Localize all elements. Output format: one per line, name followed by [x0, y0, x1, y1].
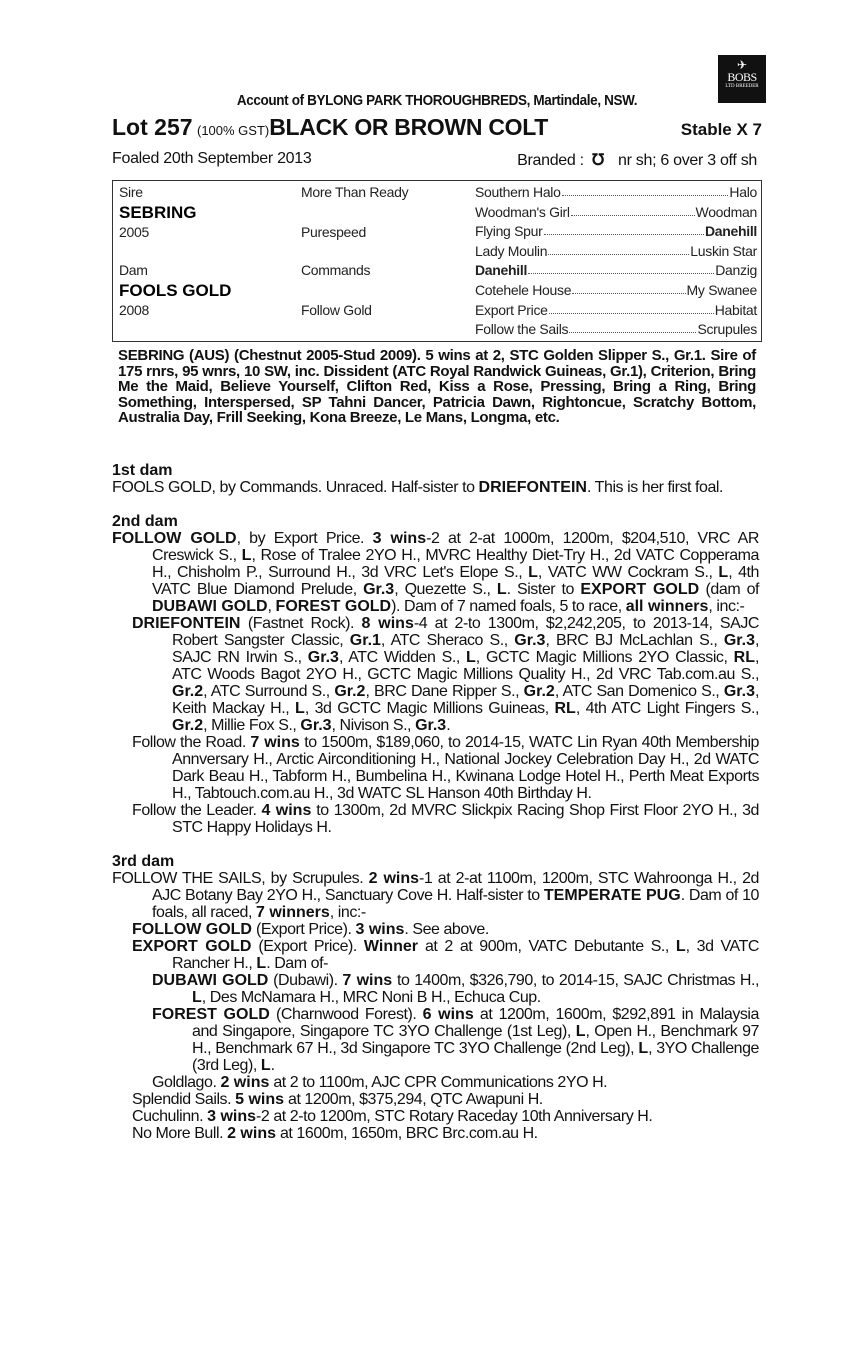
bold-text: L	[241, 547, 252, 564]
dam-name: FOOLS GOLD	[119, 281, 232, 300]
progeny-entry	[152, 1006, 759, 1074]
bold-text: L	[260, 1057, 271, 1074]
horse-rider-logo-icon: ✈	[736, 58, 748, 72]
text: (Fastnet Rock).	[240, 615, 362, 632]
sire-name: SEBRING	[119, 203, 197, 222]
text: at 1200m, 1600m, $292,891 in Malaysia and Singapore, Singapore TC 3YO Challenge (1st Leg),	[192, 1006, 759, 1040]
grandsire: More Than Ready	[301, 184, 409, 200]
text: (Dubawi).	[268, 972, 343, 989]
bold-text: DUBAWI GOLD	[152, 972, 269, 989]
text: to 1300m, 2d MVRC Slickpix Racing Shop First Floor 2YO H., 3d STC Happy Holidays H.	[172, 802, 760, 836]
text: , ATC Surround S.,	[203, 683, 335, 700]
text: . See above.	[404, 921, 489, 938]
text: at 2 at 900m, VATC Debutante S.,	[417, 938, 676, 955]
sire-label: Sire	[119, 184, 143, 200]
text: . This is her first foal.	[586, 479, 724, 496]
text: (Charnwood Forest).	[269, 1006, 423, 1023]
progeny-entry	[132, 1125, 759, 1142]
bold-text: L	[192, 989, 202, 1006]
progeny-entry	[132, 615, 760, 734]
text: -2 at 2-at 1000m, 1200m, $204,510, VRC AR Creswick S.,	[152, 530, 760, 564]
leader-dots	[528, 262, 714, 274]
dam-section	[112, 462, 759, 496]
bold-text: Winner	[363, 938, 418, 955]
text: , 3d VATC Rancher H.,	[172, 938, 760, 972]
stable-number: Stable X 7	[680, 120, 762, 139]
lot-number: Lot 257	[112, 114, 193, 140]
bold-text: Gr.1	[349, 632, 381, 649]
text: , VATC WW Cockram S.,	[537, 564, 719, 581]
bold-text: Gr.2	[172, 717, 204, 734]
bold-text: EXPORT GOLD	[580, 581, 700, 598]
branded-label: Branded :	[517, 152, 584, 169]
bold-text: TEMPERATE PUG	[543, 887, 681, 904]
bold-text: FOREST GOLD	[152, 1006, 270, 1023]
ancestor-name: Southern Halo	[475, 184, 561, 200]
leader-dots	[548, 243, 689, 255]
bold-text: L	[466, 649, 476, 666]
bold-text: Gr.3	[723, 683, 755, 700]
text: at 2 to 1100m, AJC CPR Communications 2YO H.	[269, 1074, 608, 1091]
lot-title: BLACK OR BROWN COLT	[269, 114, 549, 140]
bold-text: L	[675, 938, 686, 955]
branded-text: nr sh; 6 over 3 off sh	[618, 152, 757, 169]
leader-dots	[571, 204, 695, 216]
lot-heading	[112, 114, 762, 141]
ancestor-sire: Halo	[729, 184, 757, 200]
text: (dam of	[699, 581, 760, 598]
text: Goldlago.	[152, 1074, 221, 1091]
text: , Rose of Tralee 2YO H., MVRC Healthy Diet-Try H., 2d VATC Copperama H., Chisholm P., Surround H., 3d VRC Let's Elope S.,	[152, 547, 759, 581]
ancestor-sire: Woodman	[695, 203, 757, 220]
text: , Millie Fox S.,	[203, 717, 301, 734]
logo-text: BOBS	[727, 70, 757, 84]
dam-label: Dam	[119, 262, 148, 278]
bold-text: L	[295, 700, 305, 717]
bold-text: 6 wins	[422, 1006, 474, 1023]
great-grandparent-row	[475, 223, 757, 239]
bold-text: DUBAWI GOLD	[152, 598, 268, 615]
bold-text: Gr.3	[723, 632, 755, 649]
leader-dots	[544, 223, 704, 235]
text: , SAJC RN Irwin S.,	[172, 632, 759, 666]
bold-text: Gr.3	[307, 649, 339, 666]
bold-text: Gr.2	[523, 683, 555, 700]
text: at 1600m, 1650m, BRC Brc.com.au H.	[275, 1125, 538, 1142]
ancestor-name: Export Price	[475, 301, 548, 318]
text: , Des McNamara H., MRC Noni B H., Echuca Cup.	[201, 989, 541, 1006]
bold-text: 2 wins	[220, 1074, 270, 1091]
branded-info	[517, 150, 757, 170]
text: , 4th ATC Light Fingers S.,	[575, 700, 759, 717]
ancestor-sire: Danzig	[715, 262, 757, 279]
text: to 1400m, $326,790, to 2014-15, SAJC Christmas H.,	[392, 972, 760, 989]
text: , BRC Dane Ripper S.,	[365, 683, 524, 700]
progeny-entry	[132, 1091, 759, 1108]
bold-text: L	[638, 1040, 649, 1057]
text: , ATC Sheraco S.,	[380, 632, 515, 649]
ancestor-name: Danehill	[475, 262, 528, 279]
progeny-entry	[132, 1108, 759, 1125]
bold-text: RL	[733, 649, 755, 666]
text: (Export Price).	[251, 921, 356, 938]
ancestor-sire: Habitat	[714, 301, 757, 318]
bold-text: DRIEFONTEIN	[132, 615, 241, 632]
text: , Keith Mackay H.,	[172, 683, 759, 717]
text: , by Export Price.	[236, 530, 373, 547]
ancestor-name: Cotehele House	[475, 282, 572, 298]
great-grandparent-row	[475, 321, 757, 337]
text: ). Dam of 7 named foals, 5 to race,	[391, 598, 626, 615]
ancestor-sire: My Swanee	[686, 282, 757, 298]
sire-year: 2005	[119, 224, 149, 240]
bold-text: 5 wins	[235, 1091, 284, 1108]
text: . Sister to	[506, 581, 581, 598]
great-grandparent-row	[475, 302, 757, 318]
bold-text: 2 wins	[368, 870, 420, 887]
progeny-entry	[132, 921, 759, 938]
text: Cuchulinn.	[132, 1108, 208, 1125]
great-grandparent-row	[475, 282, 757, 298]
section-heading: 1st dam	[112, 462, 173, 479]
great-grandparent-row	[475, 243, 757, 259]
ancestor-sire: Danehill	[704, 223, 757, 240]
text: , 3d GCTC Magic Millions Guineas,	[304, 700, 555, 717]
dam-section	[112, 513, 759, 836]
text: Splendid Sails.	[132, 1091, 236, 1108]
dam-section	[112, 853, 759, 1142]
dam-year: 2008	[119, 302, 149, 318]
vendor-account: Account of BYLONG PARK THOROUGHBREDS, Martindale, NSW.	[236, 92, 638, 109]
text: , ATC Woods Bagot 2YO H., GCTC Magic Millions Quality H., 2d VRC Tab.com.au S.,	[172, 649, 759, 683]
bold-text: FOLLOW GOLD	[132, 921, 252, 938]
gst-note: (100% GST)	[196, 123, 270, 138]
horseshoe-brand-icon: ℧	[591, 152, 604, 169]
sire-summary: SEBRING (AUS) (Chestnut 2005-Stud 2009). 5 wins at 2, STC Golden Slipper S., Gr.1. Sire of 175 rnrs, 95 wnrs, 10 SW, inc. Dissident (ATC Royal Randwick Guineas, Gr.1), Criterion, Bring Me the Maid, Believe Yourself, Clifton Red, Kiss a Rose, Pressing, Bring a Ring, Bring Something, Interspersed, SP Tahni Dancer, Patricia Dawn, Rightoncue, Scratchy Bottom, Australia Day, Frill Seeking, Kona Breeze, Le Mans, Longma, etc.	[118, 347, 756, 427]
bold-text: RL	[554, 700, 576, 717]
bold-text: L	[718, 564, 729, 581]
granddam: Purespeed	[301, 224, 367, 240]
progeny-entry	[112, 479, 759, 496]
ancestor-name: Follow the Sails	[475, 321, 569, 338]
text: -2 at 2-to 1200m, STC Rotary Raceday 10th Anniversary H.	[256, 1108, 653, 1125]
bold-text: L	[496, 581, 507, 598]
great-grandparent-row	[475, 262, 757, 278]
text: , inc:-	[329, 904, 366, 921]
text: , Nivison S.,	[331, 717, 416, 734]
ancestor-sire: Luskin Star	[690, 242, 757, 259]
dam-sire: Commands	[301, 262, 371, 278]
leader-dots	[572, 282, 685, 294]
bold-text: Gr.3	[363, 581, 395, 598]
text: . Dam of-	[266, 955, 328, 972]
bold-text: L	[528, 564, 538, 581]
text: -1 at 2-at 1100m, 1200m, STC Wahroonga H., 2d AJC Botany Bay 2YO H., Sanctuary Cove H. Half-sister to	[152, 870, 759, 904]
text: FOLLOW THE SAILS, by Scrupules.	[112, 870, 369, 887]
text: , inc:-	[708, 598, 745, 615]
text: to 1500m, $189,060, to 2014-15, WATC Lin Ryan 40th Membership Annversary H., Arctic Airconditioning H., National Jockey Celebration Day H., 2d WATC Dark Beau H., Tabform H., Bumbelina H., Kwinana Lodge Hotel H., Perth Meat Exports H., Tabtouch.com.au H., 3d WATC SL Hanson 40th Birthday H.	[172, 734, 759, 802]
bold-text: 3 wins	[355, 921, 405, 938]
leader-dots	[569, 321, 696, 333]
bold-text: all winners	[625, 598, 709, 615]
ancestor-sire: Scrupules	[697, 321, 757, 338]
great-grandparent-row	[475, 204, 757, 220]
text: Follow the Leader.	[132, 802, 262, 819]
text: ,	[267, 598, 276, 615]
logo-subtext: LTD BREEDER	[725, 84, 759, 89]
bold-text: 7 wins	[250, 734, 300, 751]
bold-text: EXPORT GOLD	[132, 938, 252, 955]
bold-text: Gr.3	[415, 717, 447, 734]
leader-dots	[549, 302, 714, 314]
text: at 1200m, $375,294, QTC Awapuni H.	[284, 1091, 543, 1108]
text: , BRC BJ McLachlan S.,	[545, 632, 724, 649]
bold-text: Gr.3	[300, 717, 332, 734]
bold-text: Gr.2	[172, 683, 204, 700]
bold-text: FOREST GOLD	[275, 598, 392, 615]
bold-text: 7 winners	[255, 904, 330, 921]
progeny-entry	[152, 1074, 759, 1091]
progeny-entry	[112, 870, 759, 921]
text: , Quezette S.,	[394, 581, 497, 598]
bold-text: Gr.3	[514, 632, 546, 649]
bold-text: 3 wins	[207, 1108, 257, 1125]
text: Follow the Road.	[132, 734, 251, 751]
progeny-entry	[132, 802, 760, 836]
section-heading: 3rd dam	[112, 853, 175, 870]
text: No More Bull.	[132, 1125, 228, 1142]
text: , GCTC Magic Millions 2YO Classic,	[475, 649, 734, 666]
ancestor-name: Lady Moulin	[475, 242, 548, 259]
progeny-entry	[152, 972, 760, 1006]
bold-text: L	[256, 955, 267, 972]
pedigree-table	[112, 180, 762, 342]
bold-text: 8 wins	[361, 615, 414, 632]
leader-dots	[562, 184, 729, 196]
text: , ATC San Domenico S.,	[554, 683, 724, 700]
text: FOOLS GOLD, by Commands. Unraced. Half-sister to	[112, 479, 479, 496]
ancestor-name: Flying Spur	[475, 223, 543, 240]
ancestor-name: Woodman's Girl	[475, 203, 570, 220]
bold-text: L	[575, 1023, 586, 1040]
text: , ATC Widden S.,	[338, 649, 467, 666]
progeny-entry	[132, 734, 759, 802]
bold-text: 3 wins	[372, 530, 427, 547]
dam-dam: Follow Gold	[301, 302, 372, 318]
text: . Dam of 10 foals, all raced,	[152, 887, 759, 921]
progeny-entry	[112, 530, 760, 615]
pedigree-notes	[112, 462, 759, 1159]
text: .	[446, 717, 451, 734]
text: , 3YO Challenge (3rd Leg),	[192, 1040, 759, 1074]
section-heading: 2nd dam	[112, 513, 178, 530]
great-grandparent-row	[475, 184, 757, 200]
bold-text: Gr.2	[334, 683, 366, 700]
text: .	[270, 1057, 275, 1074]
text: , Open H., Benchmark 97 H., Benchmark 67 H., 3d Singapore TC 3YO Challenge (2nd Leg),	[192, 1023, 759, 1057]
progeny-entry	[132, 938, 760, 972]
foaled-date: Foaled 20th September 2013	[112, 150, 312, 167]
text: , 4th VATC Blue Diamond Prelude,	[152, 564, 759, 598]
bold-text: 4 wins	[261, 802, 312, 819]
bold-text: FOLLOW GOLD	[112, 530, 237, 547]
text: (Export Price).	[251, 938, 364, 955]
bold-text: 7 wins	[342, 972, 393, 989]
bold-text: 2 wins	[227, 1125, 276, 1142]
text: -4 at 2-to 1300m, $2,242,205, to 2013-14, SAJC Robert Sangster Classic,	[172, 615, 760, 649]
bold-text: DRIEFONTEIN	[478, 479, 587, 496]
